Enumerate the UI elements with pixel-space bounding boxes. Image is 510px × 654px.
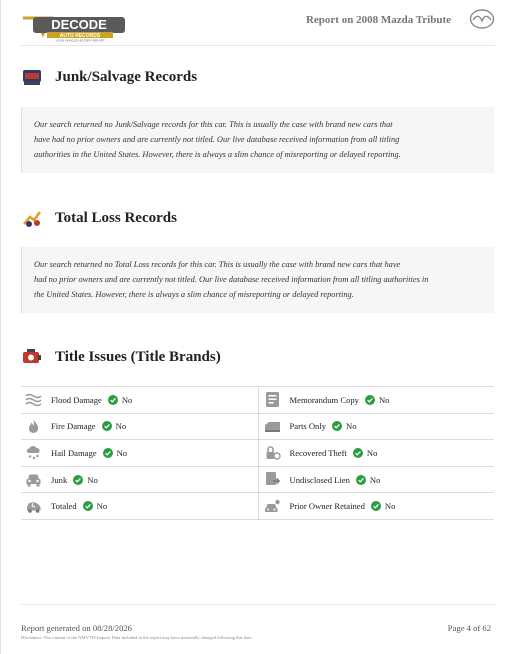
brand-cell: [21, 387, 258, 413]
brand-cell: [258, 387, 495, 413]
brand-label: Prior Owner Retained: [289, 501, 365, 512]
lock-icon: [264, 444, 281, 461]
notice-line: Our search returned no Junk/Salvage records for this car. This is usually the case with brand new cars that: [34, 120, 393, 129]
total-loss-heading: [21, 207, 177, 229]
mazda-logo-icon: [469, 8, 495, 30]
brand-cell: [258, 493, 495, 519]
check-icon: [83, 501, 93, 511]
crash-icon: [21, 207, 43, 229]
notice-line: had no prior owners and are currently not titled. Our live database received information from all titling authorities in: [34, 275, 429, 284]
generated-date: Report generated on 08/28/2026: [21, 623, 132, 633]
junk-car-icon: [21, 66, 43, 88]
brand-value: No: [96, 501, 108, 512]
brand-value: No: [121, 394, 133, 405]
title-brand-icon: [21, 346, 43, 368]
brand-value: No: [369, 474, 381, 485]
brand-cell: [258, 467, 495, 493]
owner-car-icon: [264, 498, 281, 515]
brand-label: Hail Damage: [51, 447, 97, 458]
table-row: [21, 440, 494, 467]
wreck-icon: [25, 498, 42, 515]
check-icon: [103, 448, 113, 458]
lien-icon: [264, 471, 281, 488]
brand-label: Totaled: [51, 501, 77, 512]
table-row: [21, 467, 494, 494]
brand-label: Undisclosed Lien: [289, 474, 350, 485]
check-icon: [102, 421, 112, 431]
logo: [21, 12, 129, 42]
total-loss-title: Total Loss Records: [55, 209, 177, 226]
title-issues-title: Title Issues (Title Brands): [55, 348, 221, 365]
brand-value: No: [115, 421, 127, 432]
notice-line: authorities in the United States. However, there is always a slim chance of misreporting or delayed reporting.: [34, 150, 401, 159]
disclaimer: Disclaimer: The content of the NMVTIS Inquiry Data included in the report may have materially changed following this date.: [21, 635, 253, 640]
total-loss-notice: [21, 247, 494, 313]
report-title: Report on 2008 Mazda Tribute: [305, 14, 451, 26]
brand-label: Recovered Theft: [289, 447, 347, 458]
brand-label: Flood Damage: [51, 394, 102, 405]
junk-salvage-notice: [21, 107, 494, 173]
check-icon: [332, 421, 342, 431]
brand-cell: [258, 440, 495, 466]
brand-value: No: [366, 447, 378, 458]
svg-text:YOUR VEHICLE HISTORY REPORT: YOUR VEHICLE HISTORY REPORT: [55, 38, 105, 42]
check-icon: [353, 448, 363, 458]
notice-line: have had no prior owners and are currently not titled. Our live database received information from all titling: [34, 135, 400, 144]
brand-label: Junk: [51, 474, 68, 485]
table-row: [21, 493, 494, 520]
document-icon: [264, 391, 281, 408]
check-icon: [371, 501, 381, 511]
report-footer: [21, 604, 495, 640]
car-icon: [25, 471, 42, 488]
junk-salvage-heading: [21, 66, 197, 88]
brand-value: No: [378, 394, 390, 405]
title-issues-heading: [21, 346, 221, 368]
brand-label: Parts Only: [289, 421, 327, 432]
check-icon: [108, 395, 118, 405]
brand-label: Fire Damage: [51, 421, 96, 432]
notice-line: the United States. However, there is always a slim chance of misreporting or delayed reporting.: [34, 290, 354, 299]
check-icon: [365, 395, 375, 405]
table-row: [21, 414, 494, 441]
brand-cell: [21, 414, 258, 440]
logo-icon: [21, 12, 129, 42]
notice-line: Our search returned no Total Loss records for this car. This is usually the case with brand new cars that have: [34, 260, 401, 269]
parts-icon: [264, 418, 281, 435]
svg-text:DECODE: DECODE: [51, 17, 107, 32]
junk-salvage-title: Junk/Salvage Records: [55, 68, 198, 85]
brand-value: No: [384, 501, 396, 512]
check-icon: [356, 475, 366, 485]
table-row: [21, 387, 494, 414]
title-brands-table: [21, 386, 494, 520]
brand-value: No: [87, 474, 98, 485]
brand-cell: [21, 440, 258, 466]
hail-icon: [25, 444, 42, 461]
brand-cell: [258, 414, 495, 440]
page-number: Page 4 of 62: [447, 623, 491, 633]
svg-text:AUTO RECORDS: AUTO RECORDS: [59, 33, 101, 39]
report-header: [21, 8, 495, 46]
brand-value: No: [346, 421, 357, 432]
flood-icon: [25, 391, 42, 408]
brand-cell: [21, 493, 258, 519]
brand-cell: [21, 467, 258, 493]
brand-label: Memorandum Copy: [289, 394, 359, 405]
check-icon: [73, 475, 83, 485]
fire-icon: [25, 418, 42, 435]
brand-value: No: [116, 447, 128, 458]
